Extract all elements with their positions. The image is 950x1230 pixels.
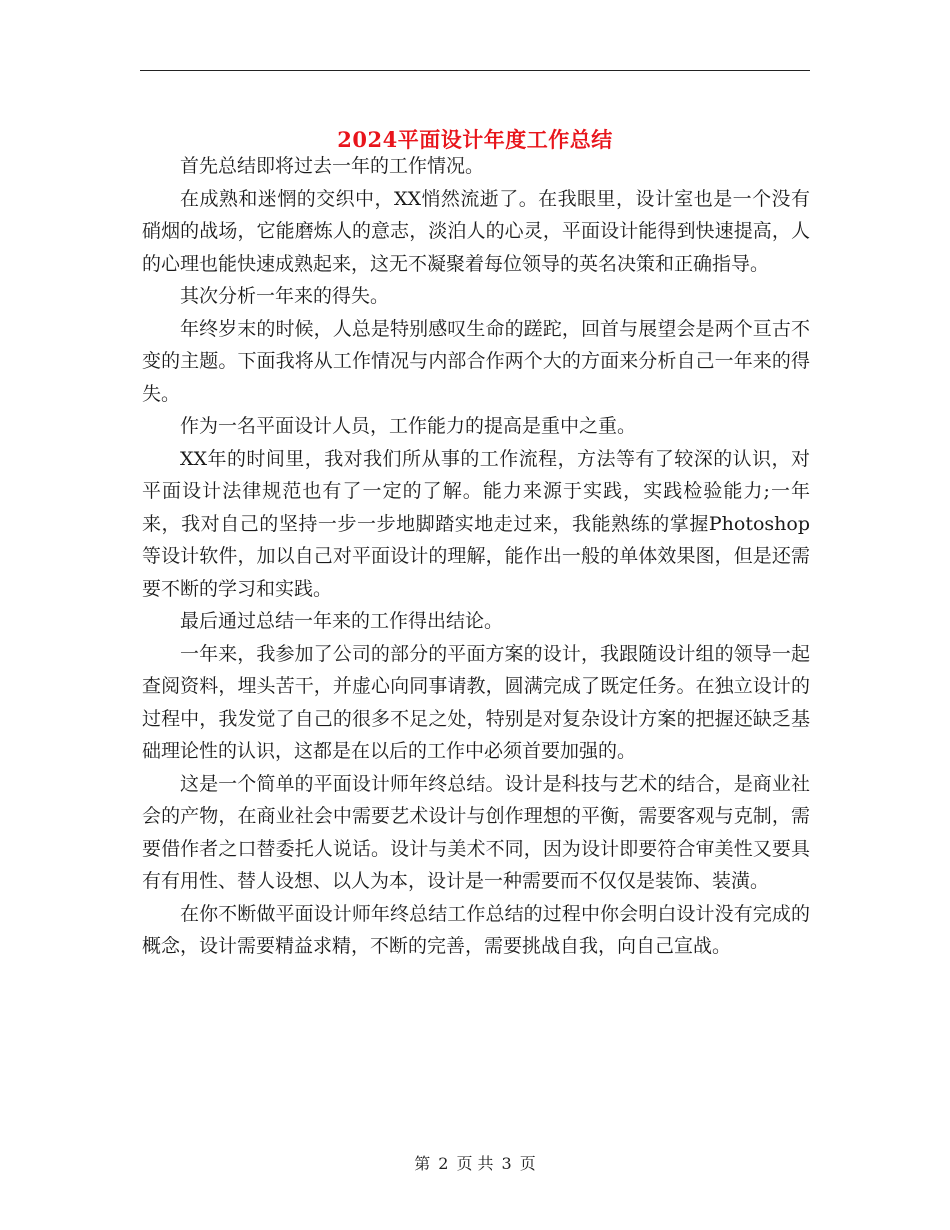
page-total: 3: [501, 1154, 512, 1173]
paragraph: 最后通过总结一年来的工作得出结论。: [180, 610, 504, 632]
header-rule: [140, 70, 810, 71]
paragraph: 一年来，我参加了公司的部分的平面方案的设计，我跟随设计组的领导一起查阅资料，埋头苦干，并虚心向同事请教，圆满完成了既定任务。在独立设计的过程中，我发觉了自己的很多不足之处，特别是对复杂设计方案的把握还缺乏基础理论性的认识，这都是在以后的工作中必须首要加强的。: [142, 642, 810, 762]
document-body: [142, 150, 810, 963]
page-label-prefix: 第: [414, 1154, 431, 1173]
paragraph: 其次分析一年来的得失。: [180, 285, 390, 307]
paragraph: 首先总结即将过去一年的工作情况。: [180, 155, 485, 177]
page-number: 2: [438, 1154, 449, 1173]
paragraph: XX年的时间里，我对我们所从事的工作流程，方法等有了较深的认识，对平面设计法律规范也有了一定的了解。能力来源于实践，实践检验能力;一年来，我对自己的坚持一步一步地脚踏实地走过来，我能熟练的掌握Photoshop等设计软件，加以自己对平面设计的理解，能作出一般的单体效果图，但是还需要不断的学习和实践。: [142, 447, 810, 600]
page-label-mid: 页 共: [456, 1154, 494, 1173]
paragraph: 在成熟和迷惘的交织中，XX悄然流逝了。在我眼里，设计室也是一个没有硝烟的战场，它能磨炼人的意志，淡泊人的心灵，平面设计能得到快速提高，人的心理也能快速成熟起来，这无不凝聚着每位领导的英名决策和正确指导。: [142, 187, 810, 275]
document-title: 2024平面设计年度工作总结: [337, 127, 613, 153]
paragraph: 作为一名平面设计人员，工作能力的提高是重中之重。: [180, 415, 637, 437]
page-label-suffix: 页: [519, 1154, 536, 1173]
paragraph: 这是一个简单的平面设计师年终总结。设计是科技与艺术的结合，是商业社会的产物，在商业社会中需要艺术设计与创作理想的平衡，需要客观与克制，需要借作者之口替委托人说话。设计与美术不同，因为设计即要符合审美性又要具有有用性、替人设想、以人为本，设计是一种需要而不仅仅是装饰、装潢。: [142, 772, 810, 892]
page-footer: [0, 1152, 950, 1176]
paragraph: 在你不断做平面设计师年终总结工作总结的过程中你会明白设计没有完成的概念，设计需要精益求精，不断的完善，需要挑战自我，向自己宣战。: [142, 902, 810, 957]
paragraph: 年终岁末的时候，人总是特别感叹生命的蹉跎，回首与展望会是两个亘古不变的主题。下面我将从工作情况与内部合作两个大的方面来分析自己一年来的得失。: [142, 317, 810, 405]
